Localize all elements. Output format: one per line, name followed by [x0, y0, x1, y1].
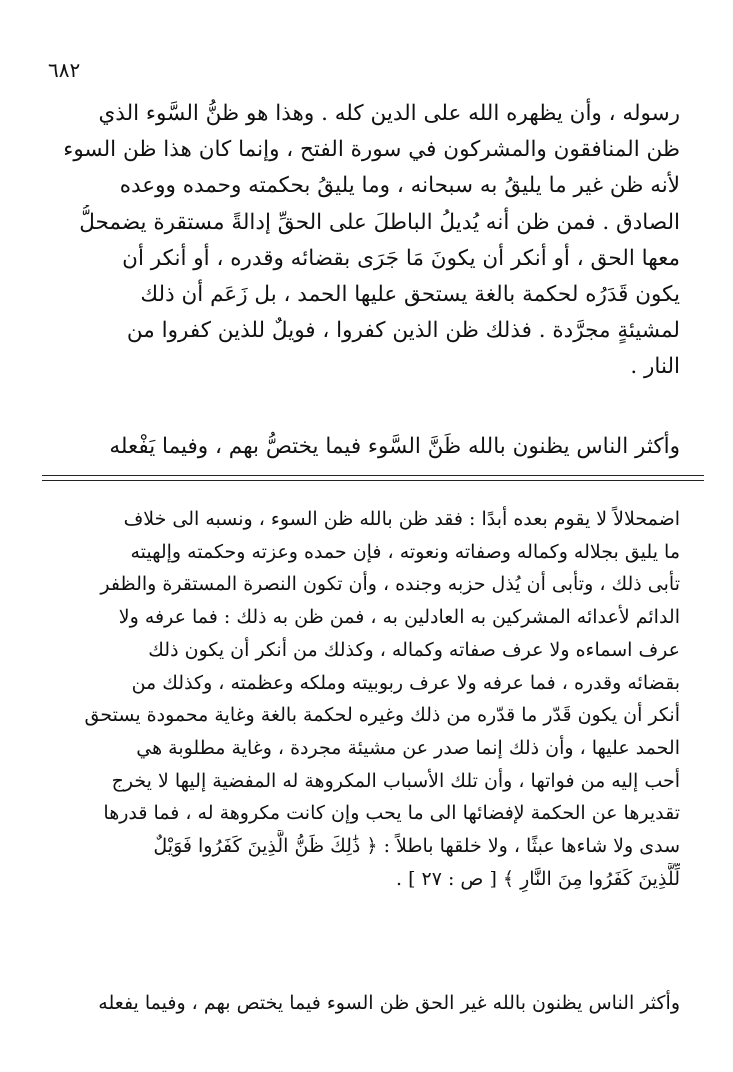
- footnote-divider: [42, 475, 704, 476]
- footnote-line: ما يليق بجلاله وكماله وصفاته ونعوته ، فإن حمده وعزته وحكمته وإلهيته: [130, 540, 680, 563]
- page-number: ٦٨٢: [48, 58, 81, 82]
- main-line: يكون قَدَرُه لحكمة بالغة يستحق عليها الحمد ، بل زَعَم أن ذلك: [140, 282, 680, 308]
- footnote-line: اضمحلالاً لا يقوم بعده أبدًا : فقد ظن بالله ظن السوء ، ونسبه الى خلاف: [123, 508, 680, 530]
- main-line: معها الحق ، أو أنكر أن يكونَ مَا جَرَى بقضائه وقدره ، أو أنكر أن: [122, 245, 680, 271]
- footnote-line: تقديرها عن الحكمة لإفضائها الى ما يحب وإن كانت مكروهة له ، فما قدرها: [103, 802, 680, 825]
- footnote-line: عرف اسماءه ولا عرف صفاته وكماله ، وكذلك من أنكر أن يكون ذلك: [148, 638, 680, 661]
- footnote-line: أحب إليه من فواتها ، وأن تلك الأسباب المكروهة له المفضية إليها لا يخرج: [111, 769, 680, 792]
- main-line: لمشيئةٍ مجرَّدة . فذلك ظن الذين كفروا ، فويلٌ للذين كفروا من: [126, 318, 680, 344]
- main-line: لأنه ظن غير ما يليقُ به سبحانه ، وما يليقُ بحكمته وحمده ووعده: [119, 173, 680, 199]
- footnote-continuation-line: وأكثر الناس يظنون بالله غير الحق ظن السوء فيما يختص بهم ، وفيما يفعله: [98, 992, 680, 1014]
- footnote-line: تأبى ذلك ، وتأبى أن يُذل حزبه وجنده ، وأن تكون النصرة المستقرة والظفر: [100, 573, 680, 596]
- footnote-line: الحمد عليها ، وأن ذلك إنما صدر عن مشيئة مجردة ، وغاية مطلوبة هي: [136, 736, 680, 759]
- footnote-divider: [42, 480, 704, 481]
- main-text-block: [48, 96, 680, 386]
- footnote-line: أنكر أن يكون قَدّر ما قدّره من ذلك وغيره لحكمة بالغة وغاية محمودة يستحق: [84, 704, 680, 727]
- footnote-line: الدائم لأعدائه المشركين به العادلين به ، فمن ظن به ذلك : فما عرفه ولا: [118, 606, 680, 629]
- footnote-line: لِّلَّذِينَ كَفَرُوا مِنَ النَّارِ ﴾ [ ص : ٢٧ ] .: [396, 867, 680, 890]
- footnote-block: [48, 503, 680, 895]
- main-line: الصادق . فمن ظن أنه يُديلُ الباطلَ على الحقِّ إدالةً مستقرة يضمحلُّ: [79, 209, 680, 235]
- footnote-line: بقضائه وقدره ، فما عرفه ولا عرف ربوبيته وملكه وعظمته ، وكذلك من: [131, 671, 680, 694]
- footnote-line: سدى ولا شاءها عبثًا ، ولا خلقها باطلاً : ﴿ ذَٰلِكَ ظَنُّ الَّذِينَ كَفَرُوا فَوَيْلٌ: [153, 835, 680, 858]
- main-line: النار .: [630, 354, 680, 380]
- main-line: رسوله ، وأن يظهره الله على الدين كله . وهذا هو ظنُّ السَّوء الذي: [98, 101, 680, 126]
- main-line: ظن المنافقون والمشركون في سورة الفتح ، وإنما كان هذا ظن السوء: [63, 137, 680, 163]
- main-continuation-line: وأكثر الناس يظنون بالله ظَنَّ السَّوء فيما يختصُّ بهم ، وفيما يَفْعله: [109, 434, 680, 459]
